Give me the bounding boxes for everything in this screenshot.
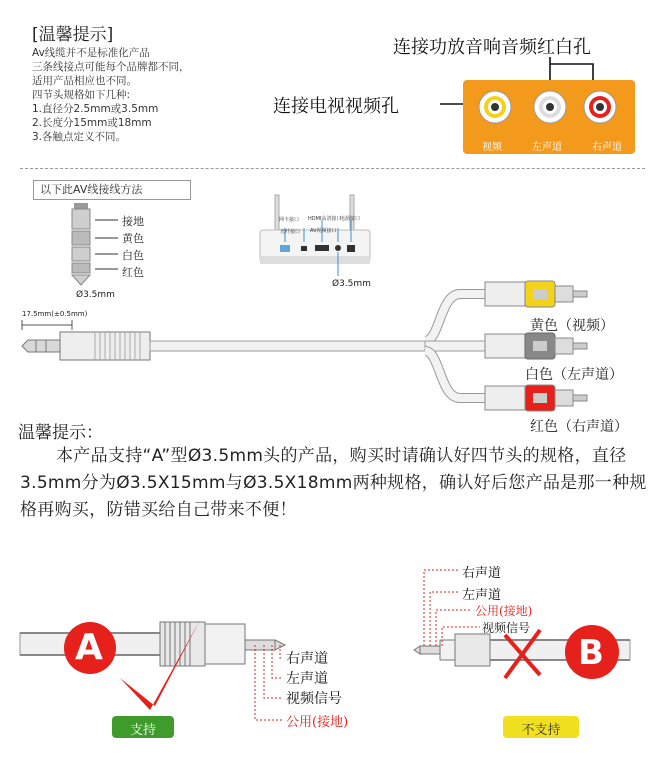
device-label: HDMI高清接口	[308, 216, 342, 222]
notice-body: 本产品支持“A”型Ø3.5mm头的产品，购买时请确认好四节头的规格，直径3.5mm分为Ø3.5X15mm与Ø3.5X18mm两种规格，确认好后您产品是那一种规格再购买，防错买给自己带来不便！	[20, 446, 647, 520]
notice-line: 1.直径分2.5mm或3.5mm	[32, 103, 159, 115]
notice-line: 适用产品相应也不同。	[32, 75, 137, 87]
rca-label-red: 红色（右声道）	[530, 419, 628, 435]
plug-label: 接地	[122, 215, 144, 228]
set-top-box	[255, 190, 375, 285]
type-a-badge-text: 支持	[129, 723, 156, 738]
plug-size: Ø3.5mm	[76, 290, 115, 300]
type-b-label: 左声道	[462, 588, 502, 603]
jack-label: 右声道	[592, 142, 622, 153]
plug-label: 白色	[122, 249, 144, 262]
type-b-label: 右声道	[462, 566, 502, 581]
top-notice-title: [温馨提示]	[32, 25, 114, 45]
type-a-label: 左声道	[286, 671, 328, 687]
notice-line: 2.长度分15mm或18mm	[32, 117, 152, 129]
av-cable	[0, 280, 660, 420]
device-label: AV视频接口	[310, 228, 337, 234]
wiring-header: 以下此AV线接线方法	[33, 180, 191, 200]
device-label: 网卡接口	[279, 217, 300, 223]
notice-line: 四节头规格如下几种:	[32, 89, 131, 101]
type-a-letter: A	[75, 627, 103, 668]
type-a-label: 公用(接地)	[286, 715, 349, 730]
type-a-label: 右声道	[286, 651, 328, 667]
divider	[20, 168, 645, 169]
jack-labels	[470, 138, 630, 153]
device-label: 电源接口	[340, 216, 361, 222]
video-caption: 连接电视视频孔	[273, 96, 399, 117]
right-audio-jack	[584, 91, 616, 123]
left-audio-jack	[534, 91, 566, 123]
jack-label: 视频	[482, 142, 502, 153]
type-b-label: 公用(接地)	[475, 604, 533, 618]
type-b-letter: B	[578, 633, 604, 673]
device-size: Ø3.5mm	[332, 279, 371, 289]
cable-size: 17.5mm(±0.5mm)	[22, 310, 88, 318]
device-label: 光纤接口	[280, 229, 301, 235]
plug-labels	[122, 213, 144, 281]
rca-white	[485, 333, 587, 359]
rca-label-yellow: 黄色（视频）	[530, 318, 614, 334]
notice-line: 三条线接点可能每个品牌都不同，	[32, 61, 190, 73]
rca-label-white: 白色（左声道）	[525, 367, 623, 383]
plug-label: 黄色	[122, 232, 144, 245]
type-a-label: 视频信号	[286, 691, 342, 707]
type-b-label: 视频信号	[482, 621, 531, 635]
video-jack	[479, 91, 511, 123]
rca-yellow	[485, 281, 587, 307]
jack-label: 左声道	[532, 142, 562, 153]
rca-red	[485, 385, 587, 411]
plug-label: 红色	[122, 266, 144, 279]
type-b-badge-text: 不支持	[521, 723, 561, 738]
notice-line: 3.各触点定义不同。	[32, 131, 127, 143]
notice-line: Av线缆并不是标准化产品	[32, 47, 150, 59]
audio-caption: 连接功放音响音频红白孔	[393, 37, 591, 58]
notice-title: 温馨提示：	[18, 423, 103, 443]
